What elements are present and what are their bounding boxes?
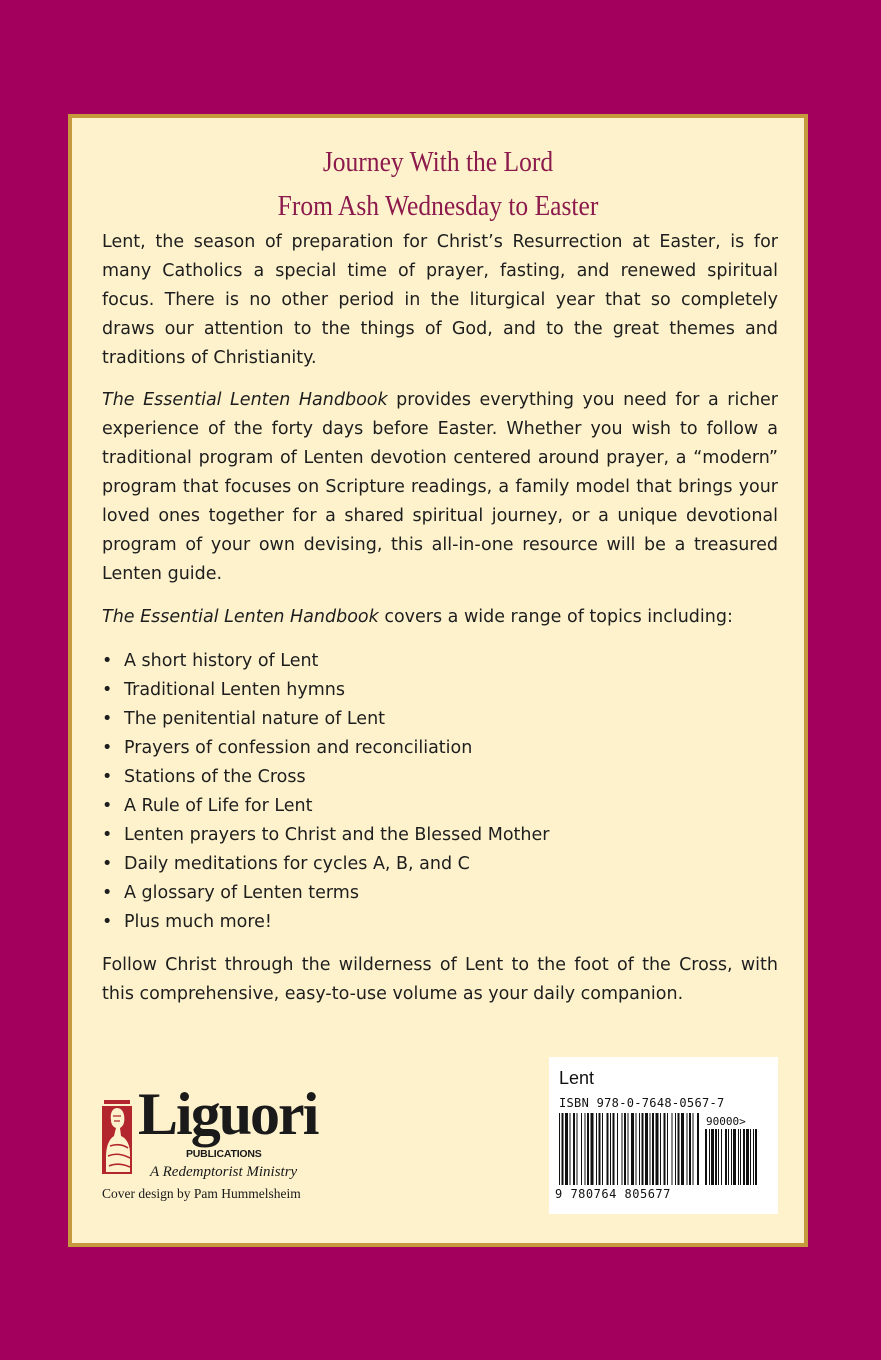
- book-title: The Essential Lenten Handbook: [102, 390, 388, 410]
- topics-intro-text: covers a wide range of topics including:: [378, 607, 733, 627]
- description-text: provides everything you need for a richer experience of the forty days before Easter. Whether you wish to follow a traditional program of Lenten devotion centered around prayer, a “modern” program that focuses on Scripture readings, a family model that brings your loved ones together for a shared spiritual journey, or a unique devotional program of your own devising, this all-in-one resource will be a treasured Lenten guide.: [102, 390, 778, 584]
- cover-heading: [72, 140, 804, 228]
- redemptorist-figure-icon: [100, 1096, 138, 1176]
- intro-paragraph: [102, 228, 778, 373]
- heading-line-1: Journey With the Lord: [322, 146, 554, 178]
- intro-text: Lent, the season of preparation for Christ’s Resurrection at Easter, is for many Catholics a special time of prayer, fasting, and renewed spiritual focus. There is no other period in the liturgical year that so completely draws our attention to the things of God, and to the great themes and traditions of Christianity.: [102, 232, 778, 368]
- list-item: • Stations of the Cross: [102, 763, 778, 792]
- closing-text: Follow Christ through the wilderness of Lent to the foot of the Cross, with this comprehensive, easy-to-use volume as your daily companion.: [102, 955, 778, 1004]
- publisher-tagline: A Redemptorist Ministry: [150, 1164, 298, 1180]
- list-item: • A short history of Lent: [102, 647, 778, 676]
- barcode-category: Lent: [559, 1068, 595, 1088]
- publisher-logo: [100, 1081, 380, 1210]
- logo-subtitle: PUBLICATIONS: [186, 1148, 262, 1160]
- description-paragraph: [102, 386, 778, 589]
- topics-intro: [102, 603, 778, 632]
- closing-paragraph: [102, 951, 778, 1009]
- list-item: • Prayers of confession and reconciliation: [102, 734, 778, 763]
- list-item: • The penitential nature of Lent: [102, 705, 778, 734]
- topics-list: [102, 647, 778, 937]
- list-item: • Lenten prayers to Christ and the Blessed Mother: [102, 821, 778, 850]
- cover-design-credit: Cover design by Pam Hummelsheim: [102, 1186, 301, 1201]
- list-item: • A glossary of Lenten terms: [102, 879, 778, 908]
- list-item: • A Rule of Life for Lent: [102, 792, 778, 821]
- list-item: • Traditional Lenten hymns: [102, 676, 778, 705]
- list-item: • Plus much more!: [102, 908, 778, 937]
- heading-line-2: From Ash Wednesday to Easter: [277, 190, 599, 222]
- isbn-number: ISBN 978-0-7648-0567-7: [559, 1096, 725, 1110]
- price-addon: 90000>: [706, 1115, 746, 1128]
- barcode-icon: [559, 1113, 764, 1189]
- barcode-panel: [549, 1057, 778, 1214]
- back-cover-panel: [68, 114, 808, 1247]
- book-title-2: The Essential Lenten Handbook: [102, 607, 379, 627]
- logo-wordmark: Liguori: [138, 1081, 318, 1147]
- list-item: • Daily meditations for cycles A, B, and C: [102, 850, 778, 879]
- barcode-digits: 9 780764 805677: [555, 1187, 671, 1201]
